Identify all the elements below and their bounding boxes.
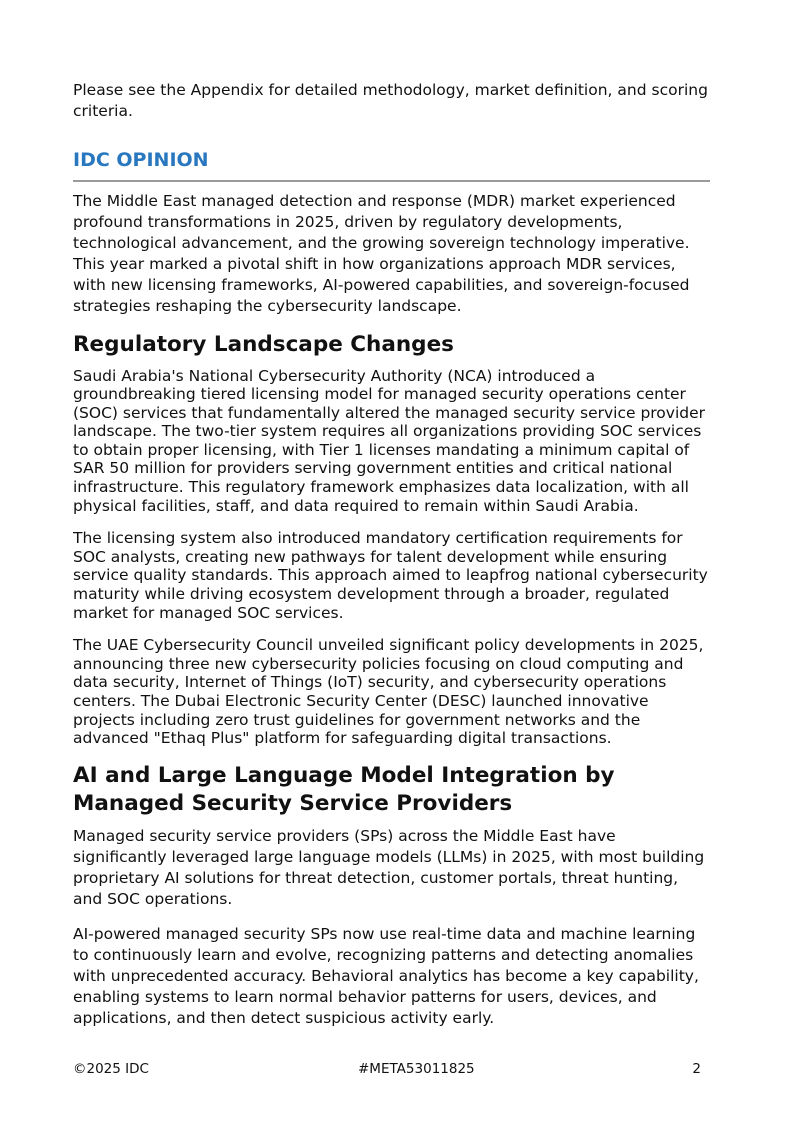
heading-ai-llm-integration: AI and Large Language Model Integration by Managed Security Service Providers — [73, 762, 615, 816]
section-divider — [73, 180, 710, 182]
intro-text: Please see the Appendix for detailed methodology, market definition, and scoring criteria. — [73, 81, 708, 120]
footer-page-number: 2 — [692, 1061, 701, 1077]
regulatory-paragraph-1: Saudi Arabia's National Cybersecurity Authority (NCA) introduced a groundbreaking tiered licensing model for managed security operations center (SOC) services that fundamentally altered the managed security service provider landscape. The two-tier system requires all organizations providing SOC services to obtain proper licensing, with Tier 1 licenses mandating a minimum capital of SAR 50 million for providers serving government entities and critical national infrastructure. This regulatory framework emphasizes data localization, with all physical facilities, staff, and data required to remain within Saudi Arabia. — [73, 366, 706, 515]
idc-opinion-paragraph: The Middle East managed detection and response (MDR) market experienced profound transformations in 2025, driven by regulatory developments, technological advancement, and the growing sovereign technology imperative. This year marked a pivotal shift in how organizations approach MDR services, with new licensing frameworks, AI-powered capabilities, and sovereign-focused strategies reshaping the cybersecurity landscape. — [73, 191, 690, 315]
regulatory-paragraph-2: The licensing system also introduced mandatory certification requirements for SOC analysts, creating new pathways for talent development while ensuring service quality standards. This approach aimed to leapfrog national cybersecurity maturity while driving ecosystem development through a broader, regulated market for managed SOC services. — [73, 529, 708, 622]
document-page — [73, 80, 709, 1029]
heading-regulatory-landscape: Regulatory Landscape Changes — [73, 331, 454, 357]
section-title-idc-opinion: IDC OPINION — [73, 149, 209, 171]
ai-paragraph-2: AI-powered managed security SPs now use real-time data and machine learning to continuously learn and evolve, recognizing patterns and detecting anomalies with unprecedented accuracy. Behavioral analytics has become a key capability, enabling systems to learn normal behavior patterns for users, devices, and applications, and then detect suspicious activity early. — [73, 924, 699, 1027]
footer-document-id: #META53011825 — [358, 1061, 475, 1077]
ai-paragraph-1: Managed security service providers (SPs) across the Middle East have significantly leveraged large language models (LLMs) in 2025, with most building proprietary AI solutions for threat detection, customer portals, threat hunting, and SOC operations. — [73, 826, 705, 908]
regulatory-paragraph-3: The UAE Cybersecurity Council unveiled significant policy developments in 2025, announcing three new cybersecurity policies focusing on cloud computing and data security, Internet of Things (IoT) security, and cybersecurity operations centers. The Dubai Electronic Security Center (DESC) launched innovative projects including zero trust guidelines for government networks and the advanced "Ethaq Plus" platform for safeguarding digital transactions. — [73, 636, 704, 748]
footer-copyright: ©2025 IDC — [73, 1061, 149, 1077]
